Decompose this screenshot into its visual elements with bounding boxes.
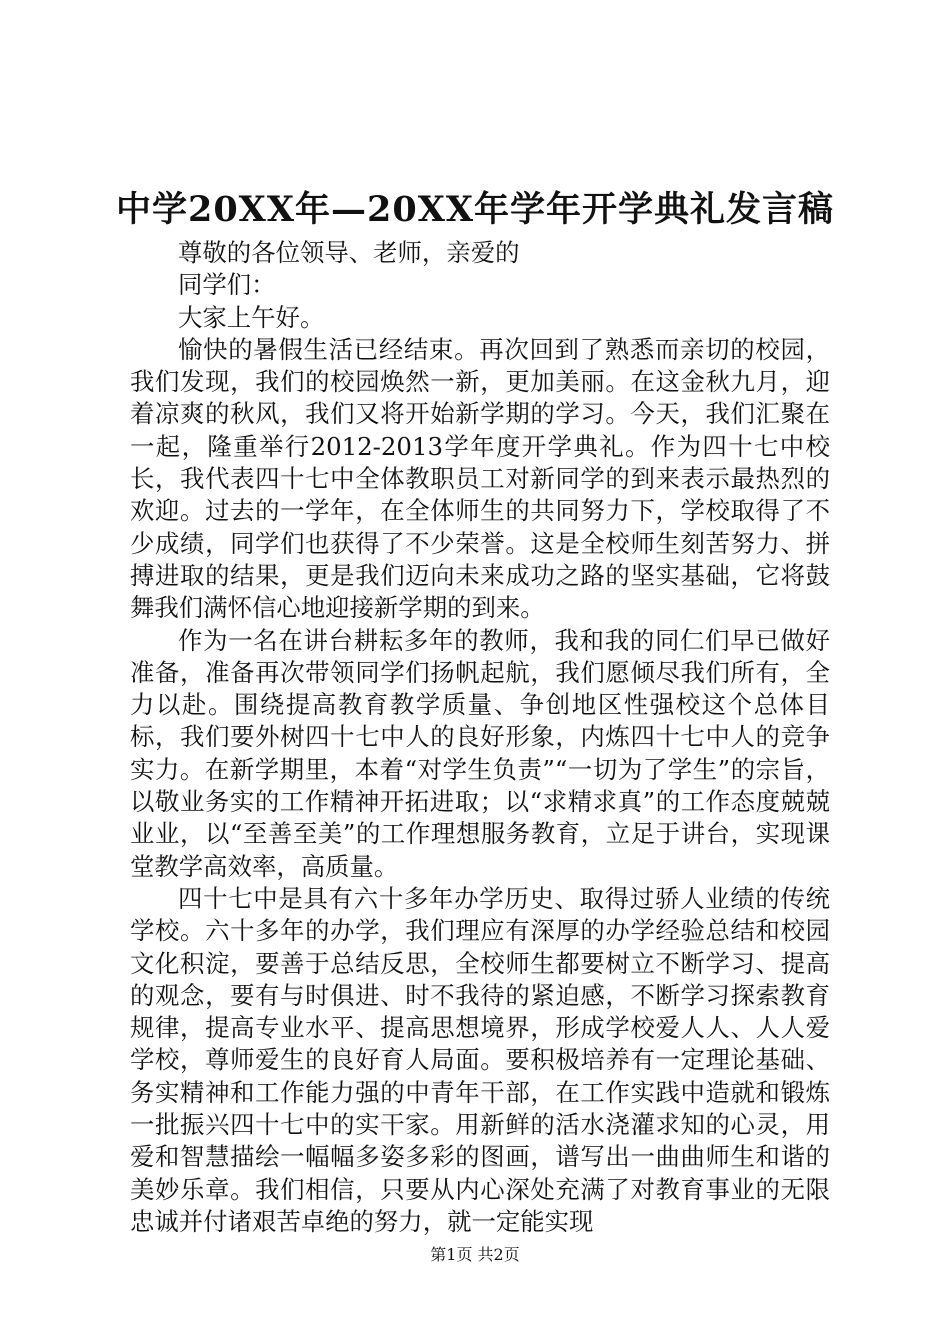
greeting-line: 大家上午好。 [178,302,325,332]
paragraph: 愉快的暑假生活已经结束。再次回到了熟悉而亲切的校园，我们发现，我们的校园焕然一新，更加美丽。在这金秋九月，迎着凉爽的秋风，我们又将开始新学期的学习。今天，我们汇聚在一起，隆重举行2012-2013学年度开学典礼。作为四十七中校长，我代表四十七中全体教职员工对新同学的到来表示最热烈的欢迎。过去的一学年，在全体师生的共同努力下，学校取得了不少成绩，同学们也获得了不少荣誉。这是全校师生刻苦努力、拼搏进取的结果，更是我们迈向未来成功之路的坚实基础，它将鼓舞我们满怀信心地迎接新学期的到来。 [130,334,830,623]
document-title: 中学20XX年—20XX年学年开学典礼发言稿 [115,189,835,230]
salutation-line-2: 同学们： [178,270,276,300]
paragraph: 四十七中是具有六十多年办学历史、取得过骄人业绩的传统学校。六十多年的办学，我们理应有深厚的办学经验总结和校园文化积淀，要善于总结反思，全校师生都要树立不断学习、提高的观念，要有与时俱进、时不我待的紧迫感，不断学习探索教育规律，提高专业水平、提高思想境界，形成学校爱人人、人人爱学校，尊师爱生的良好育人局面。要积极培养有一定理论基础、务实精神和工作能力强的中青年干部，在工作实践中造就和锻炼一批振兴四十七中的实干家。用新鲜的活水浇灌求知的心灵，用爱和智慧描绘一幅幅多姿多彩的图画，谱写出一曲曲师生和谐的美妙乐章。我们相信，只要从内心深处充满了对教育事业的无限忠诚并付诸艰苦卓绝的努力，就一定能实现 [130,883,830,1236]
salutation-line-1: 尊敬的各位领导、老师，亲爱的 [178,238,520,267]
paragraph: 作为一名在讲台耕耘多年的教师，我和我的同仁们早已做好准备，准备再次带领同学们扬帆起航，我们愿倾尽我们所有，全力以赴。围绕提高教育教学质量、争创地区性强校这个总体目标，我们要外树四十七中人的良好形象，内炼四十七中人的竞争实力。在新学期里，本着“对学生负责”“一切为了学生”的宗旨，以敬业务实的工作精神开拓进取；以“求精求真”的工作态度兢兢业业，以“至善至美”的工作理想服务教育，立足于讲台，实现课堂教学高效率，高质量。 [130,625,830,881]
document-body [130,237,830,1238]
page-footer: 第1页 共2页 [430,1245,520,1264]
